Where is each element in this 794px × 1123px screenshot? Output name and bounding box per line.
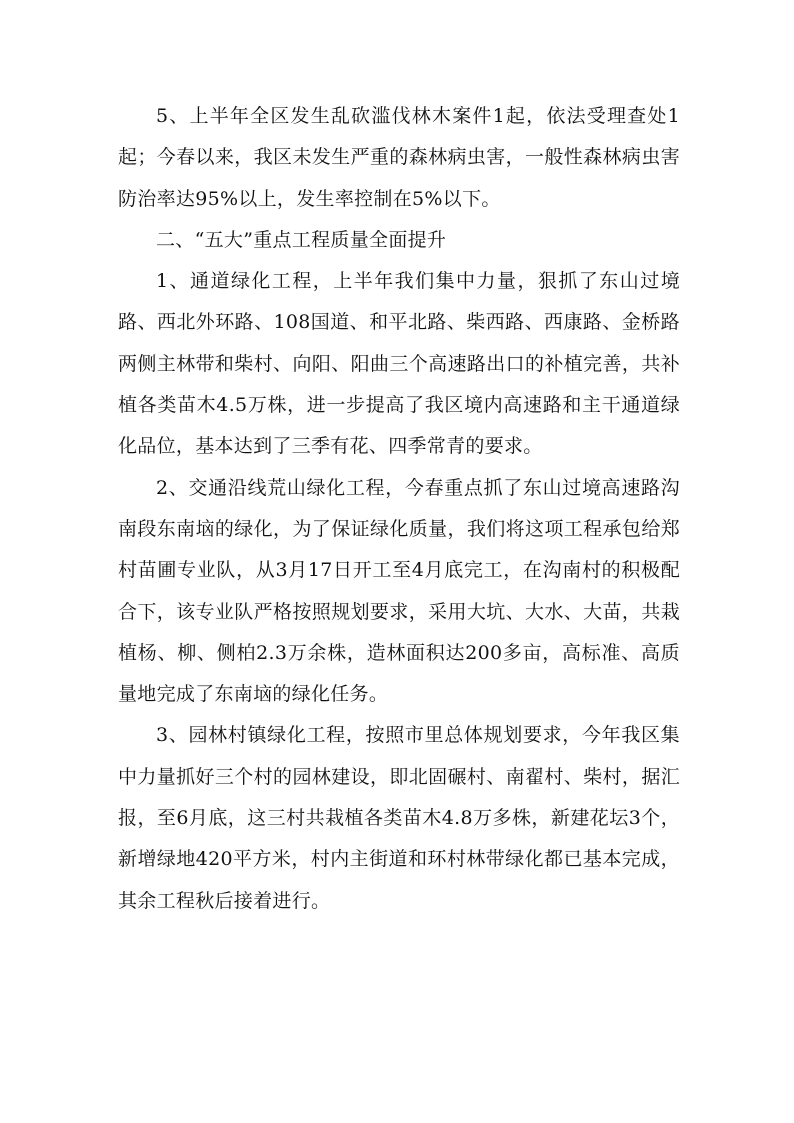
- document-body: [118, 96, 680, 922]
- section-heading-five-projects: 二、“五大”重点工程质量全面提升: [156, 228, 447, 251]
- paragraph-village-greening: 3、园林村镇绿化工程，按照市里总体规划要求，今年我区集中力量抓好三个村的园林建设，即北固碾村、南翟村、柴村，据汇报，至6月底，这三村共栽植各类苗木4.8万多株，新建花坛3个，新增绿地420平方米，村内主街道和环村林带绿化都已基本完成，其余工程秋后接着进行。: [118, 724, 680, 912]
- paragraph-forest-cases: 5、上半年全区发生乱砍滥伐林木案件1起，依法受理查处1起；今春以来，我区未发生严重的森林病虫害，一般性森林病虫害防治率达95%以上，发生率控制在5%以下。: [118, 105, 680, 210]
- paragraph-barren-hill-greening: 2、交通沿线荒山绿化工程，今春重点抓了东山过境高速路沟南段东南垴的绿化，为了保证绿化质量，我们将这项工程承包给郑村苗圃专业队，从3月17日开工至4月底完工，在沟南村的积极配合下，该专业队严格按照规划要求，采用大坑、大水、大苗，共栽植杨、柳、侧柏2.3万余株，造林面积达200多亩，高标准、高质量地完成了东南垴的绿化任务。: [118, 476, 680, 706]
- paragraph-road-greening: 1、通道绿化工程，上半年我们集中力量，狠抓了东山过境路、西北外环路、108国道、和平北路、柴西路、西康路、金桥路两侧主林带和柴村、向阳、阳曲三个高速路出口的补植完善，共补植各类苗木4.5万株，进一步提高了我区境内高速路和主干通道绿化品位，基本达到了三季有花、四季常青的要求。: [118, 270, 680, 458]
